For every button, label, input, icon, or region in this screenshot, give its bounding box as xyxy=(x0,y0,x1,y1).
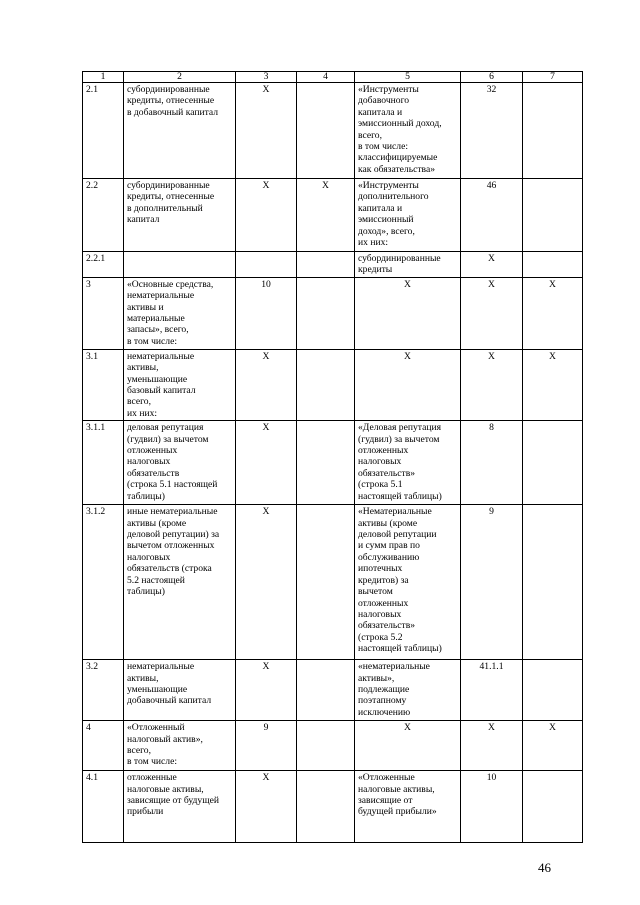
col3-cell: 10 xyxy=(236,277,297,349)
col7-cell xyxy=(523,771,583,843)
col3-cell: X xyxy=(236,349,297,420)
table-header-row xyxy=(83,72,583,83)
row-number-cell: 3.1 xyxy=(83,349,124,420)
header-cell: 7 xyxy=(523,72,583,83)
form-item-cell: X xyxy=(355,277,461,349)
form-item-cell: «Деловая репутация (гудвил) за вычетом отложенных налоговых обязательств» (строка 5.1 настоящей таблицы) xyxy=(355,421,461,505)
form-item-cell: субординированные кредиты xyxy=(355,252,461,278)
col7-cell: X xyxy=(523,277,583,349)
col3-cell: X xyxy=(236,505,297,660)
item-description-cell: отложенные налоговые активы, зависящие от будущей прибыли xyxy=(124,771,236,843)
row-number-cell: 3.1.1 xyxy=(83,421,124,505)
form-item-cell: «Инструменты дополнительного капитала и эмиссионный доход», всего, их них: xyxy=(355,179,461,252)
col7-cell xyxy=(523,83,583,179)
page-number: 46 xyxy=(538,860,551,875)
item-description-cell: иные нематериальные активы (кроме деловой репутации) за вычетом отложенных налоговых обязательств (строка 5.2 настоящей таблицы) xyxy=(124,505,236,660)
row-number-cell: 2.2.1 xyxy=(83,252,124,278)
row-number-cell: 3 xyxy=(83,277,124,349)
col7-cell xyxy=(523,660,583,721)
item-description-cell: «Основные средства, нематериальные активы и материальные запасы», всего, в том числе: xyxy=(124,277,236,349)
col3-cell: 9 xyxy=(236,721,297,771)
table-row xyxy=(83,771,583,843)
col3-cell: X xyxy=(236,421,297,505)
form-item-cell: «нематериальные активы», подлежащие поэтапному исключению xyxy=(355,660,461,721)
table-row xyxy=(83,83,583,179)
col7-cell xyxy=(523,421,583,505)
col7-cell: X xyxy=(523,349,583,420)
col4-cell xyxy=(297,349,355,420)
table-row xyxy=(83,349,583,420)
header-cell: 3 xyxy=(236,72,297,83)
col6-cell: X xyxy=(461,252,523,278)
row-number-cell: 4 xyxy=(83,721,124,771)
col6-cell: 8 xyxy=(461,421,523,505)
col4-cell: X xyxy=(297,179,355,252)
row-number-cell: 2.1 xyxy=(83,83,124,179)
header-cell: 5 xyxy=(355,72,461,83)
col6-cell: X xyxy=(461,721,523,771)
row-number-cell: 4.1 xyxy=(83,771,124,843)
table-row xyxy=(83,252,583,278)
col6-cell: X xyxy=(461,349,523,420)
table-row xyxy=(83,179,583,252)
form-item-cell: X xyxy=(355,721,461,771)
item-description-cell: «Отложенный налоговый актив», всего, в том числе: xyxy=(124,721,236,771)
col6-cell: 10 xyxy=(461,771,523,843)
col3-cell: X xyxy=(236,660,297,721)
table-row xyxy=(83,721,583,771)
item-description-cell: нематериальные активы, уменьшающие добавочный капитал xyxy=(124,660,236,721)
row-number-cell: 3.2 xyxy=(83,660,124,721)
item-description-cell: нематериальные активы, уменьшающие базовый капитал всего, их них: xyxy=(124,349,236,420)
col4-cell xyxy=(297,771,355,843)
form-item-cell: X xyxy=(355,349,461,420)
col4-cell xyxy=(297,83,355,179)
col7-cell xyxy=(523,505,583,660)
form-item-cell: «Нематериальные активы (кроме деловой репутации и сумм прав по обслуживанию ипотечных кредитов) за вычетом отложенных налоговых обязательств» (строка 5.2 настоящей таблицы) xyxy=(355,505,461,660)
header-cell: 1 xyxy=(83,72,124,83)
col6-cell: 46 xyxy=(461,179,523,252)
col4-cell xyxy=(297,277,355,349)
table-row xyxy=(83,277,583,349)
table-row xyxy=(83,660,583,721)
col3-cell: X xyxy=(236,179,297,252)
item-description-cell: субординированные кредиты, отнесенные в добавочный капитал xyxy=(124,83,236,179)
item-description-cell xyxy=(124,252,236,278)
header-cell: 2 xyxy=(124,72,236,83)
col7-cell: X xyxy=(523,721,583,771)
col6-cell: X xyxy=(461,277,523,349)
col3-cell: X xyxy=(236,771,297,843)
row-number-cell: 2.2 xyxy=(83,179,124,252)
col7-cell xyxy=(523,252,583,278)
col6-cell: 41.1.1 xyxy=(461,660,523,721)
col4-cell xyxy=(297,421,355,505)
col7-cell xyxy=(523,179,583,252)
reconciliation-table xyxy=(82,71,583,843)
col4-cell xyxy=(297,660,355,721)
col4-cell xyxy=(297,721,355,771)
table-row xyxy=(83,505,583,660)
item-description-cell: субординированные кредиты, отнесенные в дополнительный капитал xyxy=(124,179,236,252)
col4-cell xyxy=(297,505,355,660)
form-item-cell: «Отложенные налоговые активы, зависящие от будущей прибыли» xyxy=(355,771,461,843)
row-number-cell: 3.1.2 xyxy=(83,505,124,660)
header-cell: 4 xyxy=(297,72,355,83)
col3-cell: X xyxy=(236,83,297,179)
col6-cell: 9 xyxy=(461,505,523,660)
form-item-cell: «Инструменты добавочного капитала и эмиссионный доход, всего, в том числе: классифицируемые как обязательства» xyxy=(355,83,461,179)
header-cell: 6 xyxy=(461,72,523,83)
col4-cell xyxy=(297,252,355,278)
item-description-cell: деловая репутация (гудвил) за вычетом отложенных налоговых обязательств (строка 5.1 настоящей таблицы) xyxy=(124,421,236,505)
col6-cell: 32 xyxy=(461,83,523,179)
col3-cell xyxy=(236,252,297,278)
table-row xyxy=(83,421,583,505)
